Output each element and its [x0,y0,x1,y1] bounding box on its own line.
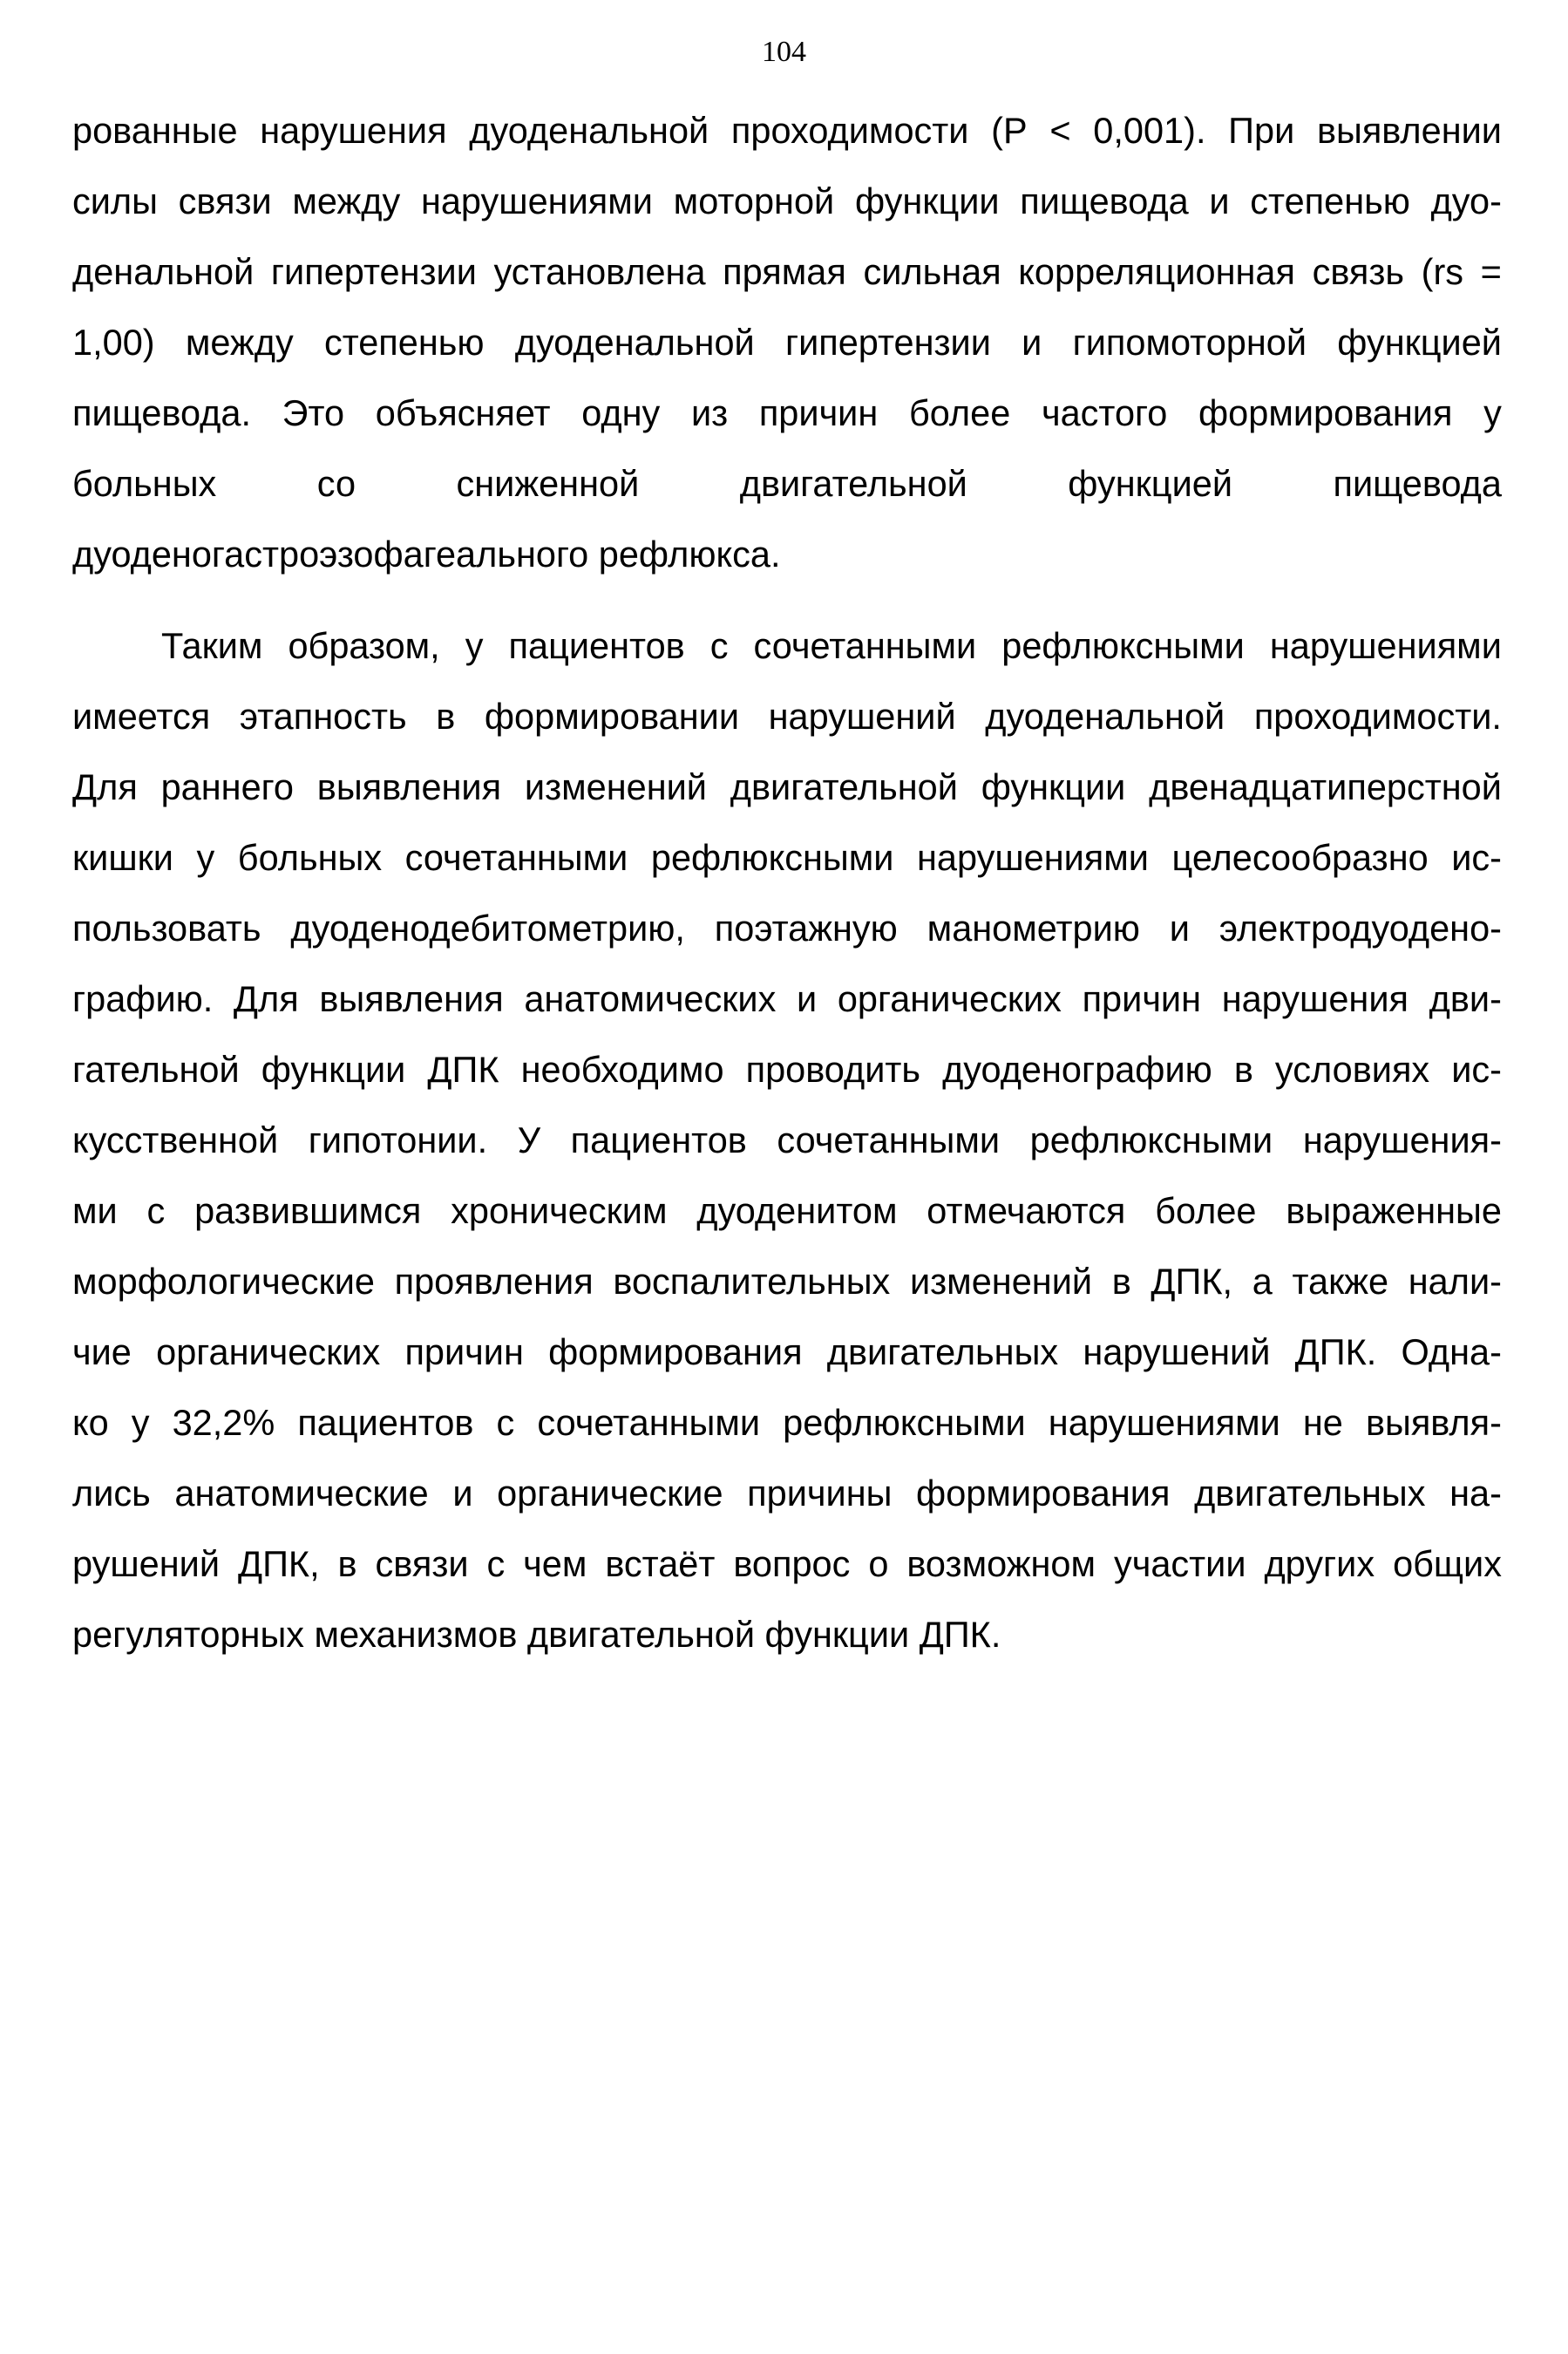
text-line: имеется этапность в формировании нарушений дуоденальной проходимости. [72,696,1502,737]
text-line: регуляторных механизмов двигательной функции ДПК. [72,1614,1001,1655]
text-line: кишки у больных сочетанными рефлюксными нарушениями целесообразно ис- [72,837,1502,878]
text-line: силы связи между нарушениями моторной функции пищевода и степенью дуо- [72,180,1502,221]
text-line: Для раннего выявления изменений двигательной функции двенадцатиперстной [72,766,1502,807]
paragraph-2 [72,610,1502,1670]
text-line: морфологические проявления воспалительных изменений в ДПК, а также нали- [72,1261,1502,1302]
text-line: ми с развившимся хроническим дуоденитом отмечаются более выраженные [72,1190,1502,1231]
text-line: Таким образом, у пациентов с сочетанными рефлюксными нарушениями [161,625,1502,666]
text-line: чие органических причин формирования двигательных нарушений ДПК. Одна- [72,1331,1502,1372]
text-line: гательной функции ДПК необходимо проводить дуоденографию в условиях ис- [72,1049,1502,1090]
paragraph-1 [72,95,1502,589]
text-line: рованные нарушения дуоденальной проходимости (Р < 0,001). При выявлении [72,110,1502,151]
text-line: дуоденогастроэзофагеального рефлюкса. [72,534,781,575]
page-number: 104 [762,36,806,68]
text-line: рушений ДПК, в связи с чем встаёт вопрос о возможном участии других общих [72,1543,1502,1584]
text-line: ко у 32,2% пациентов с сочетанными рефлюксными нарушениями не выявля- [72,1402,1502,1443]
text-line: кусственной гипотонии. У пациентов сочетанными рефлюксными нарушения- [72,1119,1502,1160]
text-line: пользовать дуоденодебитометрию, поэтажную манометрию и электродуодено- [72,908,1502,949]
text-line: пищевода. Это объясняет одну из причин более частого формирования у [72,392,1502,433]
text-line: графию. Для выявления анатомических и органических причин нарушения дви- [72,978,1502,1019]
text-line: больных со сниженной двигательной функцией пищевода [72,463,1502,504]
text-line: 1,00) между степенью дуоденальной гипертензии и гипомоторной функцией [72,322,1502,363]
text-line: лись анатомические и органические причины формирования двигательных на- [72,1473,1502,1514]
text-line: денальной гипертензии установлена прямая сильная корреляционная связь (rs = [72,251,1502,292]
